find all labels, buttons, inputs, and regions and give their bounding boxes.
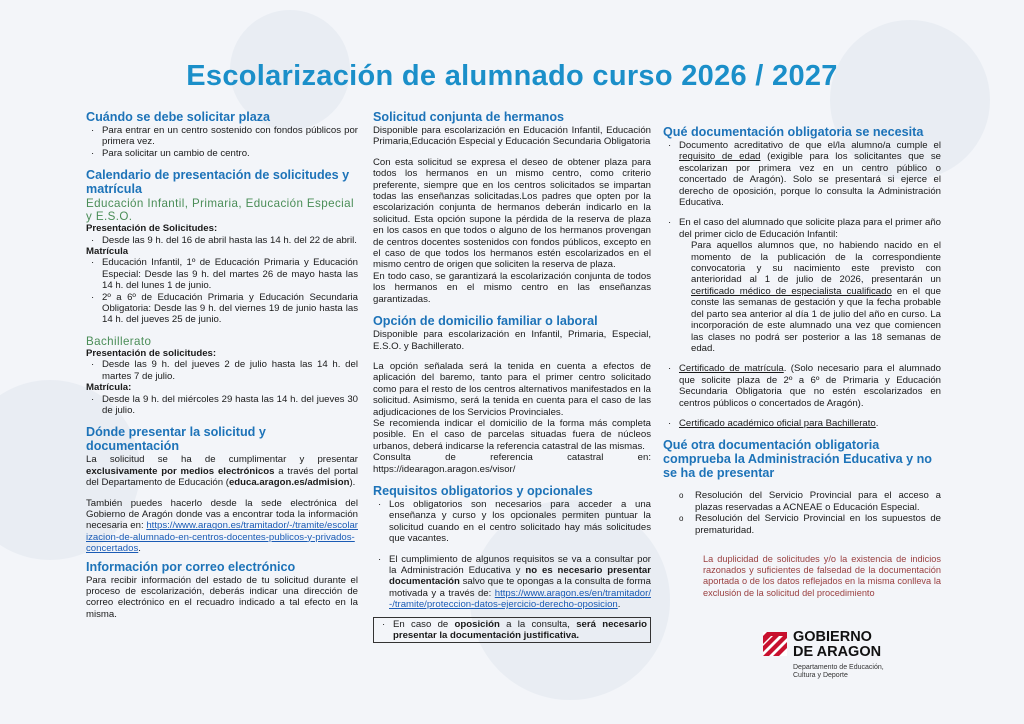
list-item: · 2º a 6º de Educación Primaria y Educación Secundaria Obligatoria: Desde las 9 h. del viernes 19 de junio hasta las 14 h. del jueves 25 de junio.	[86, 292, 358, 326]
label-bach-matricula: Matrícula:	[86, 382, 132, 394]
oposicion-list	[377, 619, 647, 642]
logo-dept-line-1: Departamento de Educación,	[793, 664, 884, 671]
text-span: El cumplimiento de algunos requisitos se va a consultar por la Administración Educativa y	[389, 553, 651, 576]
section-heading-cuando: Cuándo se debe solicitar plaza	[86, 110, 271, 124]
text-span: en el que conste las semanas de gestación y que la fecha probable del parto sea anterior al día 1 de julio del año en curso. La incorporación de este alumnado una vez que comiencen las clases no podrá ser posterior a las 18 semanas de edad.	[691, 285, 941, 354]
text-underlined: requisito de edad	[679, 151, 761, 163]
requisitos-list	[373, 499, 651, 545]
domicilio-paragraph-3: Consulta de referencia catastral en: https://idearagon.aragon.es/visor/	[373, 452, 651, 475]
subheading-infantil-primaria: Educación Infantil, Primaria, Educación Especial y E.S.O.	[86, 197, 354, 224]
text-underlined: Certificado de matrícula	[679, 363, 784, 375]
list-item: · Los obligatorios son necesarios para acceder a una enseñanza y curso y los opcionales permiten puntuar la solicitud cuando en el centro solicitado hay más solicitudes que vacantes.	[373, 499, 651, 545]
label-matricula: Matrícula	[86, 246, 129, 258]
list-item	[663, 418, 941, 429]
list-item: · Para entrar en un centro sostenido con fondos públicos por primera vez.	[86, 125, 358, 148]
otra-list	[663, 490, 941, 536]
column-right	[663, 125, 941, 599]
sede-paragraph	[86, 498, 358, 555]
domicilio-intro: Disponible para escolarización en Infantil, Primaria, Especial, E.S.O. y Bachillerato.	[373, 329, 651, 352]
section-heading-domicilio: Opción de domicilio familiar o laboral	[373, 314, 598, 329]
cuando-list	[86, 125, 358, 159]
bach-matricula-list	[86, 394, 358, 417]
portal-url: educa.aragon.es/admision	[228, 477, 350, 489]
sede-link[interactable]: https://www.aragon.es/tramitador/-/tramite/escolarizacion-de-alumnado-en-centros-docentes-publicos-y-privados-concertados	[86, 520, 358, 555]
hermanos-paragraph-2: En todo caso, se garantizará la escolarización conjunta de todos los hermanos en el mismo centro en las enseñanzas garantizadas.	[373, 270, 651, 305]
list-item	[373, 554, 651, 611]
hermanos-paragraph: Con esta solicitud se expresa el deseo de obtener plaza para todos los hermanos en un mismo centro, como criterio preferente, siempre que en los centros solicitados se impartan todas las enseñanzas solicitadas.Los padres que opten por la escolarización conjunta de hermanos deberán indicarlo en la solicitud. Esta opción supone la pérdida de la reserva de plaza en los casos en que todos o alguno de los hermanos provengan de centros docentes sostenidos con fondos públicos, excepto en el caso de que todos los hermanos estén escolarizados en el mismo centro de origen que soliciten la reserva de plaza.	[373, 156, 651, 271]
text-bold: no es necesario presentar documentación	[389, 565, 651, 588]
text-span: En caso de	[393, 618, 455, 630]
text-span: La solicitud se ha de cumplimentar y presentar	[86, 454, 358, 466]
logo-wordmark	[793, 630, 881, 660]
list-item	[663, 363, 941, 409]
section-heading-calendario: Calendario de presentación de solicitudes y matrícula	[86, 168, 350, 197]
section-heading-hermanos: Solicitud conjunta de hermanos	[373, 110, 565, 124]
text-underlined: Certificado académico oficial para Bachillerato	[679, 417, 876, 429]
text-bold: será necesario presentar la documentación justificativa.	[393, 618, 648, 642]
documentacion-list	[663, 140, 941, 208]
logo-department	[793, 664, 903, 680]
domicilio-paragraph: La opción señalada será la tenida en cuenta a efectos de aplicación del baremo, tanto para el primer centro solicitado como para el resto de los centros alternativos manifestados en la solicitud. Asimismo, será la tenida en cuenta para el caso de las adjudicaciones de los Servicios Provinciales.	[373, 360, 651, 418]
requisitos-list-2	[373, 554, 651, 611]
list-item	[377, 619, 647, 642]
text-span: .	[617, 599, 621, 611]
correo-paragraph: Para recibir información del estado de tu solicitud durante el proceso de escolarización, deberás indicar una dirección de correo electrónico en el recuadro indicado a tal efecto en la misma.	[86, 574, 358, 620]
list-item: · Desde las 9 h. del 16 de abril hasta las 14 h. del 22 de abril.	[86, 235, 358, 246]
text-bold: exclusivamente por medios electrónicos	[86, 465, 275, 477]
text-span: a través del portal del Departamento de Educación (	[86, 465, 358, 489]
gobierno-aragon-logo	[763, 630, 913, 710]
logo-dept-line-2: Cultura y Deporte	[793, 672, 848, 679]
bach-presentacion-list	[86, 359, 358, 382]
text-span: ).	[349, 477, 356, 489]
list-item: · Desde las 9 h. del jueves 2 de julio hasta las 14 h. del martes 7 de julio.	[86, 359, 358, 382]
section-heading-otra: Qué otra documentación obligatoria comprueba la Administración Educativa y no se ha de presentar	[663, 438, 932, 481]
list-item	[663, 140, 941, 208]
documentacion-list-3	[663, 363, 941, 409]
documentacion-list-2	[663, 217, 941, 240]
text-span: .	[138, 543, 141, 555]
section-heading-documentacion: Qué documentación obligatoria se necesita	[663, 125, 924, 139]
domicilio-paragraph-2: Se recomienda indicar el domicilio de la forma más completa posible. En el caso de parcelas situadas fuera de núcleos urbanos, deberá indicarse la referencia catastral de las mismas.	[373, 417, 651, 452]
oposicion-box	[373, 617, 651, 644]
oposicion-link[interactable]: https://www.aragon.es/en/tramitador/-/tramite/proteccion-datos-ejercicio-derecho-oposicion	[389, 587, 651, 611]
list-item: · Educación Infantil, 1º de Educación Primaria y Educación Especial: Desde las 9 h. del martes 26 de mayo hasta las 14 h. del lunes 1 de junio.	[86, 257, 358, 291]
list-item: · Desde la 9 h. del miércoles 29 hasta las 14 h. del jueves 30 de julio.	[86, 394, 358, 417]
logo-line-1: GOBIERNO	[793, 629, 872, 645]
page-title: Escolarización de alumnado curso 2026 / 2027	[186, 60, 838, 92]
label-presentacion: Presentación de Solicitudes:	[86, 223, 218, 235]
presentacion-list	[86, 235, 358, 246]
text-bold: oposición	[454, 618, 500, 630]
text-span: . (Solo necesario para el alumnado que solicite plaza de 2º a 6º de Primaria y Educación Secundaria Obligatoria que no estén escolarizados en centros públicos o concertados de Aragón).	[679, 363, 942, 409]
text-span: a la consulta,	[499, 618, 577, 630]
subheading-bachillerato: Bachillerato	[86, 334, 152, 348]
text-span: Para aquellos alumnos que, no habiendo nacido en el momento de la publicación de la correspondiente convocatoria y su nacimiento este previsto con anterioridad al 1 de julio de 2026, presentarán un	[691, 240, 941, 286]
infantil-detail	[663, 240, 941, 354]
column-middle	[373, 110, 651, 643]
text-span: También puedes hacerlo desde la sede electrónica del Gobierno de Aragón donde vas a encontrar toda la información necesaria en:	[86, 497, 358, 532]
text-span: (exigible para los solicitantes que se escolarizan por primera vez en un centro público o concertado de Aragón). Solo se presentará si ejerce el derecho de oposición, porque lo consulta la Administración Educativa.	[679, 151, 941, 209]
section-heading-donde: Dónde presentar la solicitud y documentación	[86, 425, 266, 454]
documentacion-list-4	[663, 418, 941, 429]
section-heading-requisitos: Requisitos obligatorios y opcionales	[373, 483, 593, 498]
list-item: o Resolución del Servicio Provincial para el acceso a plazas reservadas a ACNEAE o Educación Especial.	[663, 490, 941, 513]
aragon-emblem-icon	[763, 632, 787, 656]
label-bach-presentacion: Presentación de solicitudes:	[86, 347, 217, 359]
donde-paragraph	[86, 454, 358, 488]
list-item: o Resolución del Servicio Provincial en los supuestos de prematuridad.	[663, 513, 941, 536]
list-item: · En el caso del alumnado que solicite plaza para el primer año del primer ciclo de Educación Infantil:	[663, 217, 941, 240]
column-left	[86, 110, 358, 620]
text-span: .	[875, 417, 879, 429]
text-underlined: certificado médico de especialista cualificado	[691, 285, 892, 297]
text-span: Documento acreditativo de que el/la alumno/a cumple el	[679, 140, 941, 151]
exclusion-note: La duplicidad de solicitudes y/o la existencia de indicios razonados y suficientes de falsedad de la documentación aportada o de los datos reflejados en la misma conlleva la exclusión de la solicitud del procedimiento	[703, 553, 941, 598]
matricula-list	[86, 257, 358, 325]
section-heading-correo: Información por correo electrónico	[86, 559, 296, 574]
logo-line-2: DE ARAGON	[793, 644, 882, 660]
hermanos-intro: Disponible para escolarización en Educación Infantil, Educación Primaria,Educación Especial y Educación Secundaria Obligatoria	[373, 125, 651, 148]
text-span: salvo que te opongas a la consulta de forma motivada y a través de:	[389, 576, 651, 599]
list-item: · Para solicitar un cambio de centro.	[86, 148, 358, 159]
